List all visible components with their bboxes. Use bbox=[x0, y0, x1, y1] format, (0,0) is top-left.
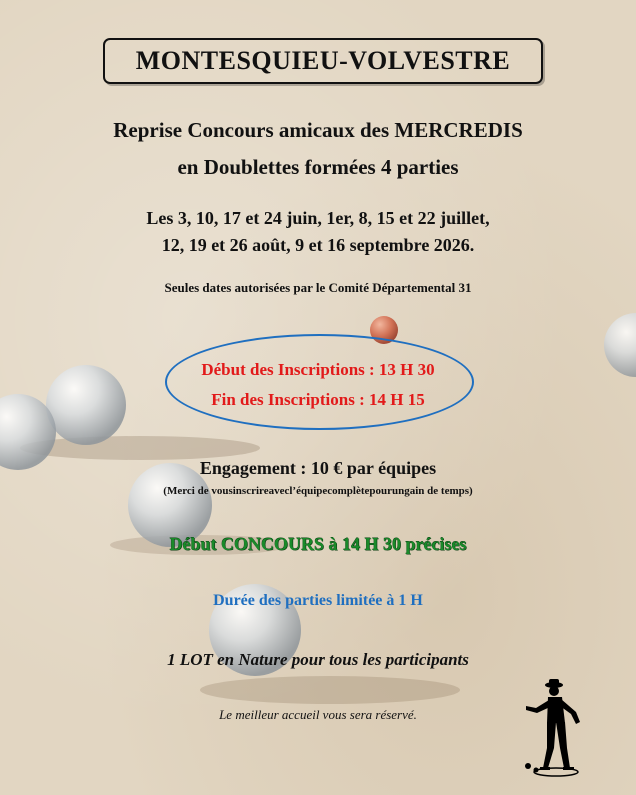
contest-start: Début CONCOURS à 14 H 30 précises bbox=[169, 534, 467, 554]
registration-end: Fin des Inscriptions : 14 H 15 bbox=[211, 390, 425, 409]
headline-line-1: Reprise Concours amicaux des MERCREDIS bbox=[113, 118, 523, 142]
dates-line-1: Les 3, 10, 17 et 24 juin, 1er, 8, 15 et 22 juillet, bbox=[146, 208, 490, 228]
fee-note: (Merci de vousinscrireavecl’équipecomplètepourungain de temps) bbox=[163, 485, 473, 497]
prize-line: 1 LOT en Nature pour tous les participants bbox=[167, 650, 469, 669]
dates-line-2: 12, 19 et 26 août, 9 et 16 septembre 2026. bbox=[161, 235, 475, 255]
petanque-player-silhouette-icon bbox=[518, 678, 588, 778]
town-title: MONTESQUIEU-VOLVESTRE bbox=[135, 46, 511, 75]
registration-ellipse bbox=[165, 334, 474, 430]
welcome-line: Le meilleur accueil vous sera réservé. bbox=[219, 707, 417, 722]
town-title-box bbox=[103, 38, 543, 84]
fee-line: Engagement : 10 € par équipes bbox=[199, 458, 437, 478]
registration-start: Début des Inscriptions : 13 H 30 bbox=[201, 360, 435, 379]
game-duration: Durée des parties limitée à 1 H bbox=[213, 592, 423, 609]
authorization-note: Seules dates autorisées par le Comité Départemental 31 bbox=[164, 280, 472, 295]
headline-line-2: en Doublettes formées 4 parties bbox=[177, 155, 459, 179]
